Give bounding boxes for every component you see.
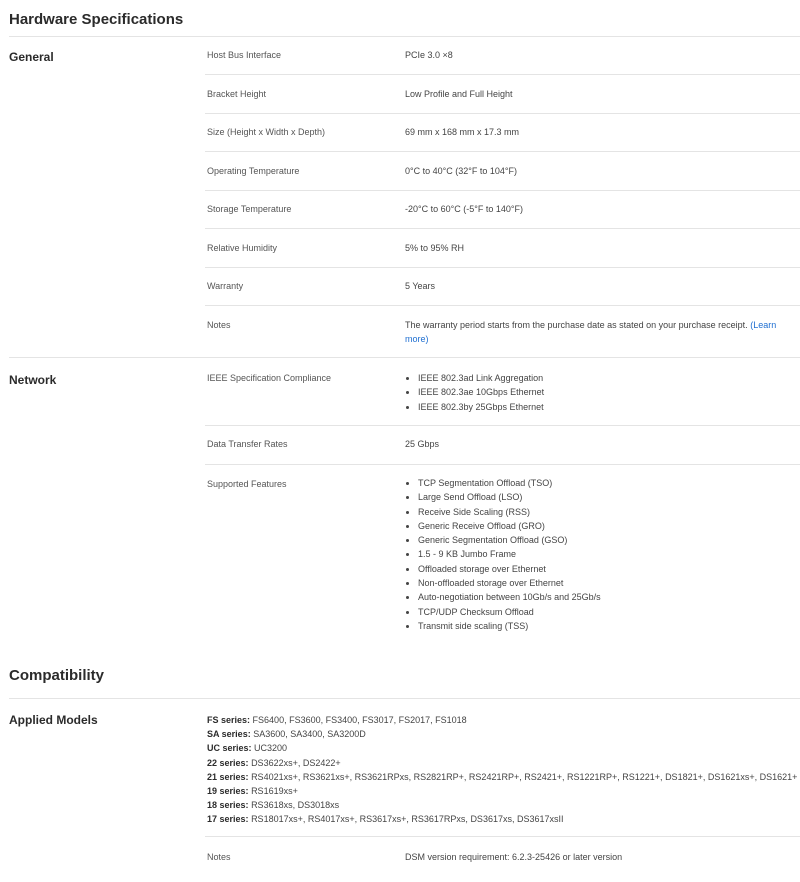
general-category: General (9, 50, 54, 64)
ieee-list (405, 371, 544, 414)
compat-notes-value: DSM version requirement: 6.2.3-25426 or later version (405, 852, 623, 862)
divider (205, 228, 800, 229)
spec-label-operating-temp: Operating Temperature (207, 166, 300, 176)
list-item: • IEEE 802.3ad Link Aggregation (418, 371, 544, 385)
divider (205, 425, 800, 426)
divider (9, 36, 800, 37)
divider (205, 267, 800, 268)
list-item: • TCP/UDP Checksum Offload (418, 605, 601, 619)
applied-models-list (207, 713, 797, 827)
spec-value-size: 69 mm x 168 mm x 17.3 mm (405, 127, 520, 137)
hardware-specifications-heading: Hardware Specifications (9, 11, 184, 28)
learn-more-link[interactable]: (Learn more) (405, 320, 777, 344)
divider (9, 698, 800, 699)
spec-label-bracket-height: Bracket Height (207, 89, 267, 99)
list-item: • Generic Segmentation Offload (GSO) (418, 533, 601, 547)
series-row: 21 series: RS4021xs+, RS3621xs+, RS3621RPxs, RS2821RP+, RS2421RP+, RS2421+, RS1221RP+, RS1221+, DS1821+, DS1621xs+, DS1621+ (207, 771, 798, 782)
spec-label-ieee: IEEE Specification Compliance (207, 373, 332, 383)
list-item: • IEEE 802.3ae 10Gbps Ethernet (418, 385, 544, 399)
series-row: UC series: UC3200 (207, 743, 288, 754)
list-item: • Receive Side Scaling (RSS) (418, 505, 601, 519)
compatibility-heading: Compatibility (9, 667, 105, 684)
spec-value-warranty: 5 Years (405, 281, 436, 291)
series-row: SA series: SA3600, SA3400, SA3200D (207, 729, 366, 740)
applied-models-category: Applied Models (9, 713, 98, 727)
spec-label-host-bus: Host Bus Interface (207, 50, 282, 60)
series-row: 19 series: RS1619xs+ (207, 786, 298, 797)
spec-label-data-rate: Data Transfer Rates (207, 439, 288, 449)
list-item: • TCP Segmentation Offload (TSO) (418, 476, 601, 490)
divider (205, 836, 800, 837)
list-item: • IEEE 802.3by 25Gbps Ethernet (418, 400, 544, 414)
features-list (405, 476, 601, 633)
series-row: 17 series: RS18017xs+, RS4017xs+, RS3617xs+, RS3617RPxs, DS3617xs, DS3617xsII (207, 814, 564, 825)
series-row: 18 series: RS3618xs, DS3018xs (207, 800, 340, 811)
spec-label-size: Size (Height x Width x Depth) (207, 127, 326, 137)
spec-value-storage-temp: -20°C to 60°C (-5°F to 140°F) (405, 204, 523, 214)
divider (205, 151, 800, 152)
spec-value-data-rate: 25 Gbps (405, 439, 440, 449)
series-row: FS series: FS6400, FS3600, FS3400, FS3017, FS2017, FS1018 (207, 715, 467, 725)
list-item: • Transmit side scaling (TSS) (418, 619, 601, 633)
compat-notes-label: Notes (207, 852, 231, 862)
list-item: • Large Send Offload (LSO) (418, 490, 601, 504)
spec-value-humidity: 5% to 95% RH (405, 243, 465, 253)
spec-label-humidity: Relative Humidity (207, 243, 278, 253)
series-row: 22 series: DS3622xs+, DS2422+ (207, 757, 341, 768)
divider (205, 305, 800, 306)
spec-label-storage-temp: Storage Temperature (207, 204, 292, 214)
spec-value-notes (405, 318, 800, 346)
spec-label-notes: Notes (207, 320, 231, 330)
warranty-note-text: The warranty period starts from the purchase date as stated on your purchase receipt. (405, 320, 748, 330)
list-item: • Non-offloaded storage over Ethernet (418, 576, 601, 590)
spec-label-features: Supported Features (207, 479, 287, 489)
divider (205, 464, 800, 465)
spec-value-host-bus: PCIe 3.0 ×8 (405, 50, 453, 60)
network-category: Network (9, 373, 57, 387)
divider (205, 113, 800, 114)
list-item: • Generic Receive Offload (GRO) (418, 519, 601, 533)
divider (9, 357, 800, 358)
spec-label-warranty: Warranty (207, 281, 244, 291)
spec-value-operating-temp: 0°C to 40°C (32°F to 104°F) (405, 166, 517, 176)
list-item: • Offloaded storage over Ethernet (418, 562, 601, 576)
spec-value-bracket-height: Low Profile and Full Height (405, 89, 513, 99)
divider (205, 190, 800, 191)
list-item: • Auto-negotiation between 10Gb/s and 25Gb/s (418, 590, 601, 604)
list-item: • 1.5 - 9 KB Jumbo Frame (418, 547, 601, 561)
divider (205, 74, 800, 75)
